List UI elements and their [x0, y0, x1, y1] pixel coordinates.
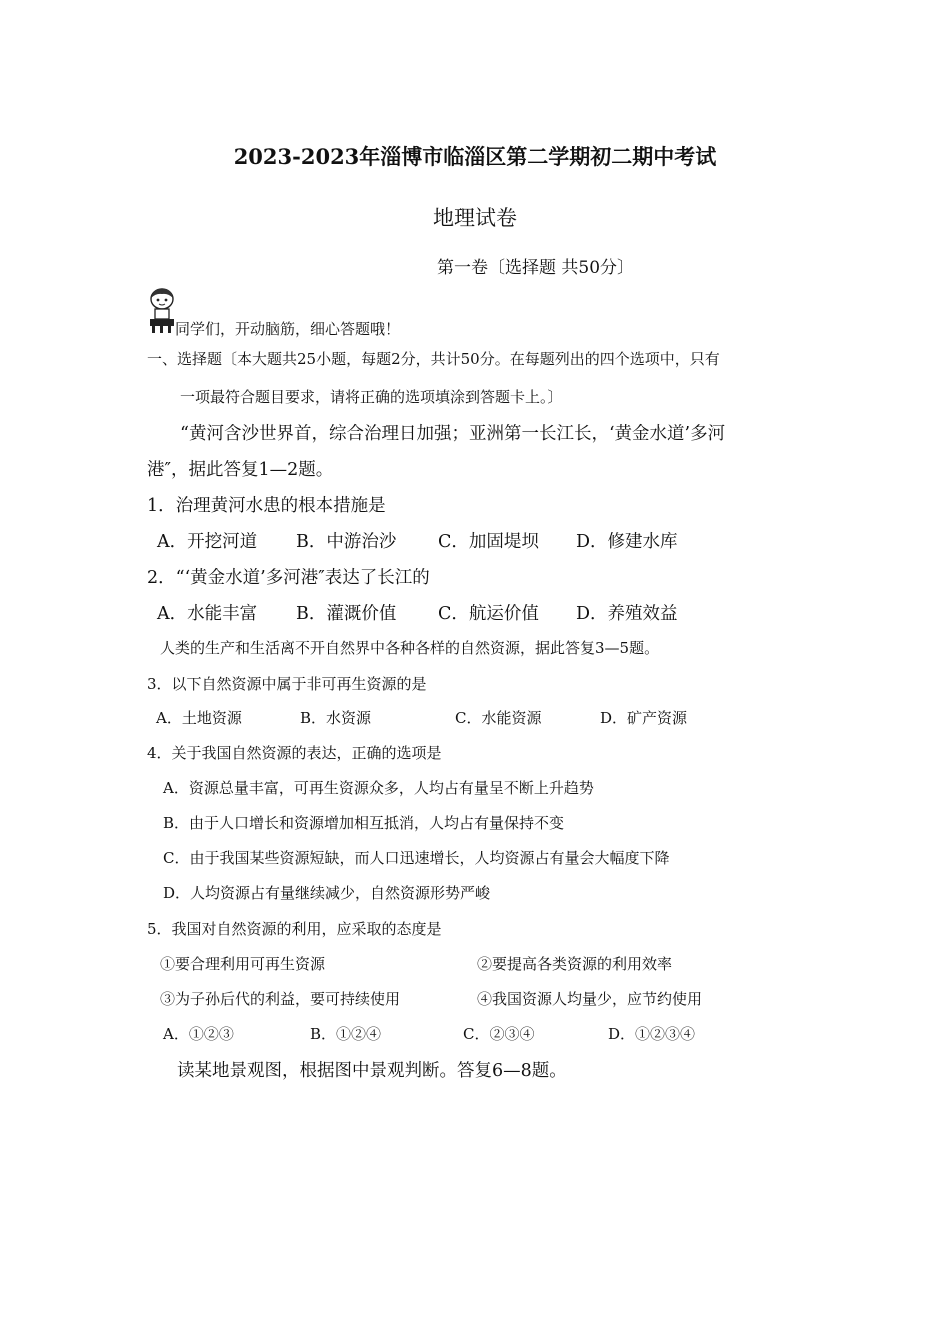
q2-option-c[interactable]: C．航运价值	[438, 604, 539, 624]
passage1-line1: “黄河含沙世界首，综合治理日加强；亚洲第一长江长，‘黄金水道’多河	[180, 424, 726, 444]
q1-option-a[interactable]: A．开挖河道	[157, 532, 258, 552]
q1-option-b[interactable]: B．中游治沙	[296, 532, 397, 552]
q3-option-a[interactable]: A．土地资源	[156, 709, 242, 727]
q3-option-b[interactable]: B．水资源	[300, 709, 372, 727]
q5-option-d[interactable]: D．①②③④	[608, 1025, 696, 1043]
q1-stem: 1．治理黄河水患的根本措施是	[147, 496, 386, 516]
q4-stem: 4．关于我国自然资源的表达，正确的选项是	[147, 744, 442, 762]
q5-option-c[interactable]: C．②③④	[463, 1025, 535, 1043]
q5-stem: 5．我国对自然资源的利用，应采取的态度是	[147, 920, 442, 938]
q3-stem: 3．以下自然资源中属于非可再生资源的是	[147, 675, 427, 693]
q2-option-b[interactable]: B．灌溉价值	[296, 604, 397, 624]
passage3-text: 读某地景观图，根据图中景观判断。答复6—8题。	[177, 1061, 567, 1081]
q5-statement-4: ④我国资源人均量少，应节约使用	[477, 990, 703, 1008]
q5-option-a[interactable]: A．①②③	[163, 1025, 234, 1043]
q2-option-a[interactable]: A．水能丰富	[157, 604, 258, 624]
q4-option-b[interactable]: B．由于人口增长和资源增加相互抵消，人均占有量保持不变	[163, 814, 565, 832]
q4-option-c[interactable]: C．由于我国某些资源短缺，而人口迅速增长，人均资源占有量会大幅度下降	[163, 849, 670, 867]
q2-stem: 2．“‘黄金水道’多河港″表达了长江的	[147, 568, 430, 588]
q1-option-d[interactable]: D．修建水库	[576, 532, 678, 552]
q5-option-b[interactable]: B．①②④	[310, 1025, 382, 1043]
exam-title: 2023-2023年淄博市临淄区第二学期初二期中考试	[233, 144, 717, 169]
q3-option-d[interactable]: D．矿产资源	[600, 709, 688, 727]
greeting-text: 同学们，开动脑筋，细心答题哦！	[175, 320, 401, 338]
q3-option-c[interactable]: C．水能资源	[455, 709, 542, 727]
q4-option-a[interactable]: A．资源总量丰富，可再生资源众多，人均占有量呈不断上升趋势	[163, 779, 594, 797]
q1-option-c[interactable]: C．加固堤坝	[438, 532, 539, 552]
q5-statement-2: ②要提高各类资源的利用效率	[477, 955, 673, 973]
passage1-line2: 港″，据此答复1—2题。	[147, 460, 334, 480]
section-instruction-line1: 一、选择题〔本大题共25小题，每题2分，共计50分。在每题列出的四个选项中，只有	[147, 350, 720, 368]
q4-option-d[interactable]: D．人均资源占有量继续减少，自然资源形势严峻	[163, 884, 491, 902]
volume-heading: 第一卷〔选择题 共50分〕	[437, 258, 635, 278]
q5-statement-1: ①要合理利用可再生资源	[160, 955, 326, 973]
cartoon-student-icon	[146, 288, 178, 334]
exam-subtitle: 地理试卷	[433, 206, 517, 230]
q2-option-d[interactable]: D．养殖效益	[576, 604, 678, 624]
section-instruction-line2: 一项最符合题目要求，请将正确的选项填涂到答题卡上。〕	[180, 388, 563, 406]
passage2-text: 人类的生产和生活离不开自然界中各种各样的自然资源，据此答复3—5题。	[160, 639, 660, 657]
q5-statement-3: ③为子孙后代的利益，要可持续使用	[160, 990, 401, 1008]
